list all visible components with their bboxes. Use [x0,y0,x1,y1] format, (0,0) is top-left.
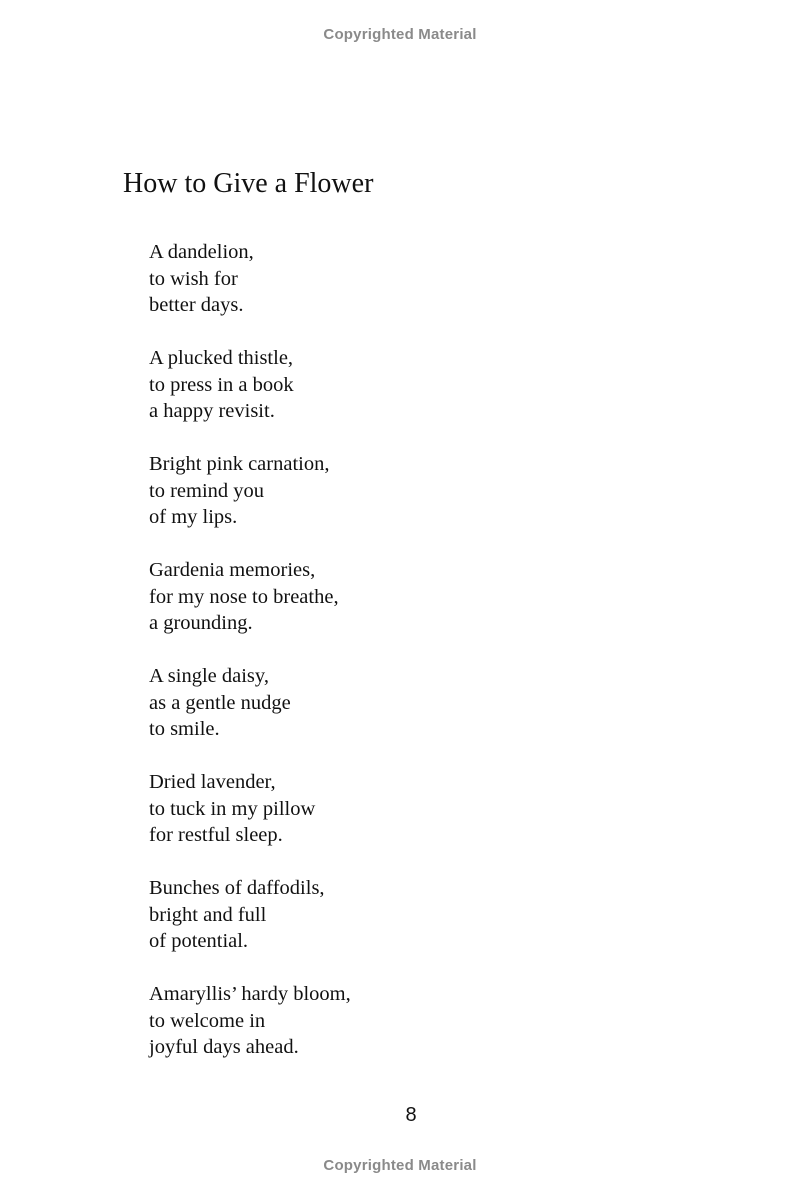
stanza [149,345,351,425]
poem-line: for restful sleep. [149,824,283,846]
poem-line: of potential. [149,930,249,952]
poem-line: Amaryllis’ hardy bloom, [149,983,351,1005]
stanza [149,557,351,637]
poem-line: to tuck in my pillow [149,797,316,820]
poem-line: to wish for [149,267,238,290]
poem-line: Gardenia memories, [149,559,316,581]
poem-line: joyful days ahead. [149,1036,299,1058]
page-number: 8 [405,1104,417,1126]
poem-line: a happy revisit. [149,400,275,422]
poem-line: A plucked thistle, [149,347,294,369]
copyright-watermark-top: Copyrighted Material [323,26,477,43]
stanza [149,769,351,849]
poem-body [149,239,351,1087]
poem-line: to welcome in [149,1009,266,1032]
stanza [149,981,351,1061]
poem-line: Bunches of daffodils, [149,877,325,899]
poem-line: better days. [149,294,244,316]
copyright-watermark-bottom: Copyrighted Material [323,1157,477,1174]
stanza [149,663,351,743]
poem-line: of my lips. [149,506,238,528]
stanza [149,875,351,955]
poem-line: A dandelion, [149,241,254,263]
poem-line: as a gentle nudge [149,691,291,714]
poem-title: How to Give a Flower [123,168,374,199]
poem-line: A single daisy, [149,665,269,687]
stanza [149,451,351,531]
poem-line: to remind you [149,479,265,502]
poem-line: bright and full [149,903,267,926]
stanza [149,239,351,319]
poem-line: Bright pink carnation, [149,453,330,475]
poem-line: to press in a book [149,373,294,396]
poem-line: a grounding. [149,612,253,634]
poem-line: for my nose to breathe, [149,585,339,608]
poem-line: to smile. [149,718,220,740]
poem-line: Dried lavender, [149,771,276,793]
